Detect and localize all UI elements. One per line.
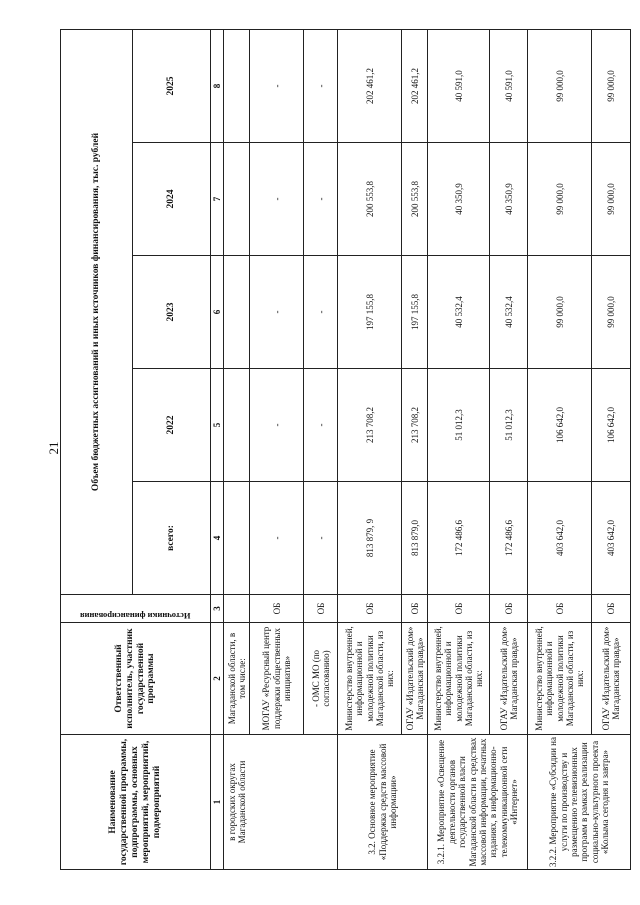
program-name-cell: 3.2. Основное мероприятие «Поддержка средств массовой информации» (338, 735, 428, 870)
header-funding: Объем бюджетных ассигнований и иных источников финансирования, тыс. рублей (61, 29, 133, 594)
year-value-cell: 51 012,3 (490, 369, 528, 482)
total-cell: 172 486,6 (490, 482, 528, 595)
table-row (304, 29, 338, 869)
year-value-cell: 99 000,0 (592, 143, 631, 256)
budget-table (60, 29, 631, 870)
header-year: 2025 (133, 29, 211, 142)
column-number: 3 (211, 595, 224, 623)
year-value-cell: - (250, 369, 304, 482)
responsible-cell: ОГАУ «Издательский дом» Магаданская правда» (402, 623, 428, 735)
responsible-cell: Магаданской области, в том числе: (224, 623, 250, 735)
responsible-cell: Министерство внутренней, информационной и молодежной политики Магаданской области, из них: (428, 623, 490, 735)
year-value-cell (224, 256, 250, 369)
column-number: 2 (211, 623, 224, 735)
year-value-cell: 202 461,2 (338, 29, 402, 142)
year-value-cell: 200 553,8 (338, 143, 402, 256)
table-row (528, 29, 592, 869)
responsible-cell: Министерство внутренней, информационной и молодежной политики Магаданской области, из них: (338, 623, 402, 735)
responsible-cell: ОГАУ «Издательский дом» Магаданская правда» (490, 623, 528, 735)
total-cell: - (304, 482, 338, 595)
year-value-cell: - (250, 256, 304, 369)
year-value-cell: 40 591,0 (490, 29, 528, 142)
year-value-cell: 202 461,2 (402, 29, 428, 142)
responsible-cell: ОГАУ «Издательский дом» Магаданская правда» (592, 623, 631, 735)
header-total: всего: (133, 482, 211, 595)
year-value-cell: - (304, 29, 338, 142)
source-cell: ОБ (304, 595, 338, 623)
header-year: 2023 (133, 256, 211, 369)
program-name-cell: в городских округах Магаданской области (224, 735, 250, 870)
year-value-cell: 106 642,0 (592, 369, 631, 482)
table-row (428, 29, 490, 869)
column-number: 7 (211, 143, 224, 256)
total-cell: 813 879, 9 (338, 482, 402, 595)
year-value-cell: 40 350,9 (428, 143, 490, 256)
program-name-cell (304, 735, 338, 870)
year-value-cell: 213 708,2 (338, 369, 402, 482)
total-cell: - (250, 482, 304, 595)
year-value-cell: 99 000,0 (528, 256, 592, 369)
source-cell: ОБ (402, 595, 428, 623)
year-value-cell: - (304, 256, 338, 369)
year-value-cell: 197 155,8 (338, 256, 402, 369)
program-name-cell: 3.2.1. Мероприятие «Освещение деятельности органов государственной власти Магаданской области в средствах массовой информации, печатных изданиях, в информационно-телекоммуникационной сети «Интернет» (428, 735, 528, 870)
source-cell (224, 595, 250, 623)
table-row (224, 29, 250, 869)
year-value-cell: 200 553,8 (402, 143, 428, 256)
header-year: 2024 (133, 143, 211, 256)
year-value-cell: 99 000,0 (528, 29, 592, 142)
column-number: 5 (211, 369, 224, 482)
year-value-cell: 197 155,8 (402, 256, 428, 369)
budget-table-page (60, 30, 628, 870)
program-name-cell: 3.2.2. Мероприятие «Субсидии на услуги по производству и размещению телевизионных программ в рамках реализации социально-культурного проекта «Колыма сегодня и завтра» (528, 735, 631, 870)
total-cell: 172 486,6 (428, 482, 490, 595)
year-value-cell: 40 350,9 (490, 143, 528, 256)
total-cell: 403 642,0 (592, 482, 631, 595)
page-number: 21 (46, 441, 61, 455)
year-value-cell: - (304, 143, 338, 256)
column-number: 4 (211, 482, 224, 595)
responsible-cell: - ОМС МО (по согласованию) (304, 623, 338, 735)
year-value-cell: 99 000,0 (592, 29, 631, 142)
year-value-cell: 106 642,0 (528, 369, 592, 482)
responsible-cell: МОГАУ «Ресурсный центр поддержки общественных инициатив» (250, 623, 304, 735)
source-cell: ОБ (490, 595, 528, 623)
table-row (338, 29, 402, 869)
table-row (250, 29, 304, 869)
total-cell: 403 642,0 (528, 482, 592, 595)
year-value-cell: - (250, 29, 304, 142)
total-cell: 813 879,0 (402, 482, 428, 595)
year-value-cell (224, 143, 250, 256)
header-source: Источники финансирования (61, 595, 211, 623)
program-name-cell (250, 735, 304, 870)
year-value-cell (224, 29, 250, 142)
year-value-cell: 40 532,4 (490, 256, 528, 369)
column-number: 6 (211, 256, 224, 369)
source-cell: ОБ (592, 595, 631, 623)
year-value-cell (224, 369, 250, 482)
year-value-cell: 51 012,3 (428, 369, 490, 482)
header-name: Наименование государственной программы, подпрограммы, основных мероприятий, мероприятий, подмероприятий (61, 735, 211, 870)
year-value-cell: - (304, 369, 338, 482)
total-cell (224, 482, 250, 595)
year-value-cell: 99 000,0 (592, 256, 631, 369)
column-number: 8 (211, 29, 224, 142)
year-value-cell: 99 000,0 (528, 143, 592, 256)
source-cell: ОБ (338, 595, 402, 623)
source-cell: ОБ (528, 595, 592, 623)
column-number: 1 (211, 735, 224, 870)
header-year: 2022 (133, 369, 211, 482)
source-cell: ОБ (428, 595, 490, 623)
header-responsible: Ответственный исполнитель, участник государственной программы (61, 623, 211, 735)
source-cell: ОБ (250, 595, 304, 623)
year-value-cell: 40 591,0 (428, 29, 490, 142)
year-value-cell: - (250, 143, 304, 256)
year-value-cell: 40 532,4 (428, 256, 490, 369)
responsible-cell: Министерство внутренней, информационной и молодежной политики Магаданской области, из них: (528, 623, 592, 735)
year-value-cell: 213 708,2 (402, 369, 428, 482)
